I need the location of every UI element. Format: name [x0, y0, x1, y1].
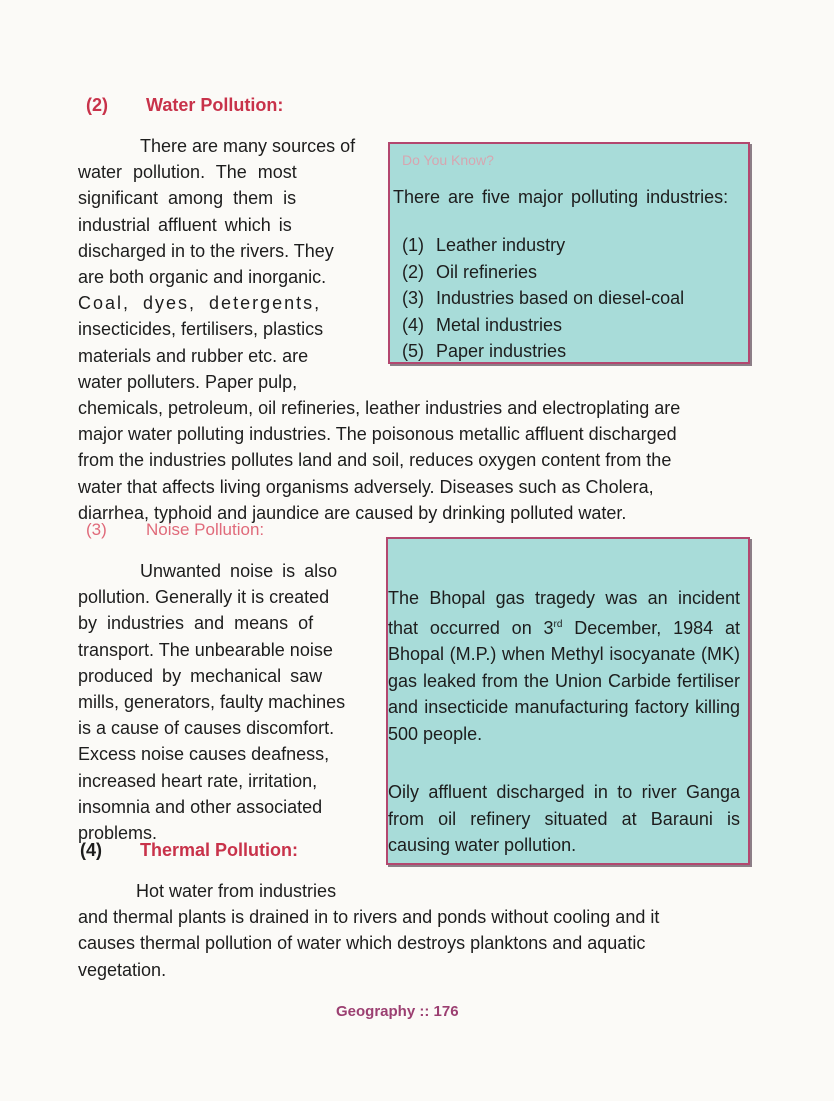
- text-line: produced by mechanical saw: [78, 665, 323, 686]
- text-line: chemicals, petroleum, oil refineries, leather industries and electroplating are: [78, 398, 681, 418]
- list-item: (1) Leather industry: [402, 235, 566, 255]
- thermal-pollution-paragraph: [78, 878, 748, 983]
- noise-pollution-paragraph: [78, 558, 374, 846]
- text-line: increased heart rate, irritation,: [78, 770, 318, 791]
- text-line: Coal, dyes, detergents,: [78, 293, 322, 314]
- text-line: are both organic and inorganic.: [78, 267, 327, 288]
- text-line: is a cause of causes discomfort.: [78, 718, 335, 739]
- list-item: (4) Metal industries: [402, 314, 563, 335]
- water-pollution-paragraph-narrow: [78, 133, 374, 395]
- bhopal-facts-box: [386, 537, 750, 865]
- section-number: (3): [86, 520, 107, 539]
- text-line: water polluters. Paper pulp,: [78, 371, 298, 392]
- did-you-know-intro: There are five major polluting industries:: [393, 187, 729, 207]
- text-line: pollution. Generally it is created: [78, 587, 330, 608]
- text-line: causes thermal pollution of water which destroys planktons and aquatic: [78, 933, 646, 954]
- text-line: by industries and means of: [78, 613, 314, 634]
- text-line: significant among them is: [78, 188, 297, 209]
- text-line: insomnia and other associated: [78, 796, 323, 817]
- text-line: insecticides, fertilisers, plastics: [78, 319, 324, 340]
- polluting-industries-list: [402, 232, 684, 365]
- water-pollution-paragraph-wide: [78, 395, 748, 526]
- text-line: Hot water from industries: [136, 881, 337, 901]
- text-line: problems.: [78, 823, 158, 844]
- text-line: discharged in to the rivers. They: [78, 240, 334, 261]
- text-line: Excess noise causes deafness,: [78, 744, 330, 765]
- text-line: vegetation.: [78, 959, 167, 980]
- section-number: (4): [80, 840, 102, 860]
- bhopal-gas-tragedy-text: The Bhopal gas tragedy was an incident that occurred on 3rd December, 1984 at Bhopal (M.P.) when Methyl isocyanate (MK) gas leaked from the Union Carbide fertiliser and insecticide manufacturing factory killing 500 people.: [388, 588, 740, 744]
- text-line: Unwanted noise is also: [140, 561, 338, 581]
- section-number: (2): [86, 95, 108, 115]
- text-line: industrial affluent which is: [78, 214, 292, 235]
- ganga-oil-pollution-text: Oily affluent discharged in to river Ganga from oil refinery situated at Barauni is causing water pollution.: [388, 782, 740, 855]
- thermal-pollution-heading: [80, 840, 298, 861]
- text-line: and thermal plants is drained in to rivers and ponds without cooling and it: [78, 907, 660, 928]
- page-footer: Geography :: 176: [336, 1003, 459, 1020]
- list-item: (3) Industries based on diesel-coal: [402, 288, 685, 308]
- text-line: transport. The unbearable noise: [78, 639, 333, 660]
- text-line: mills, generators, faulty machines: [78, 692, 346, 713]
- list-item: (2) Oil refineries: [402, 261, 538, 282]
- section-title: Water Pollution:: [146, 95, 284, 115]
- text-line: water that affects living organisms adversely. Diseases such as Cholera,: [78, 476, 654, 497]
- text-line: There are many sources of: [140, 136, 356, 156]
- section-title: Thermal Pollution:: [140, 840, 299, 860]
- list-item: (5) Paper industries: [402, 341, 567, 361]
- text-line: water pollution. The most: [78, 162, 297, 183]
- water-pollution-heading: [86, 95, 283, 116]
- section-title: Noise Pollution:: [146, 520, 265, 539]
- text-line: materials and rubber etc. are: [78, 345, 309, 366]
- text-line: diarrhea, typhoid and jaundice are caused by drinking polluted water.: [78, 502, 627, 523]
- text-line: from the industries pollutes land and soil, reduces oxygen content from the: [78, 450, 672, 471]
- did-you-know-title: Do You Know?: [402, 152, 494, 168]
- text-line: major water polluting industries. The poisonous metallic affluent discharged: [78, 424, 677, 445]
- noise-pollution-heading: [86, 520, 264, 540]
- did-you-know-box: [388, 142, 750, 364]
